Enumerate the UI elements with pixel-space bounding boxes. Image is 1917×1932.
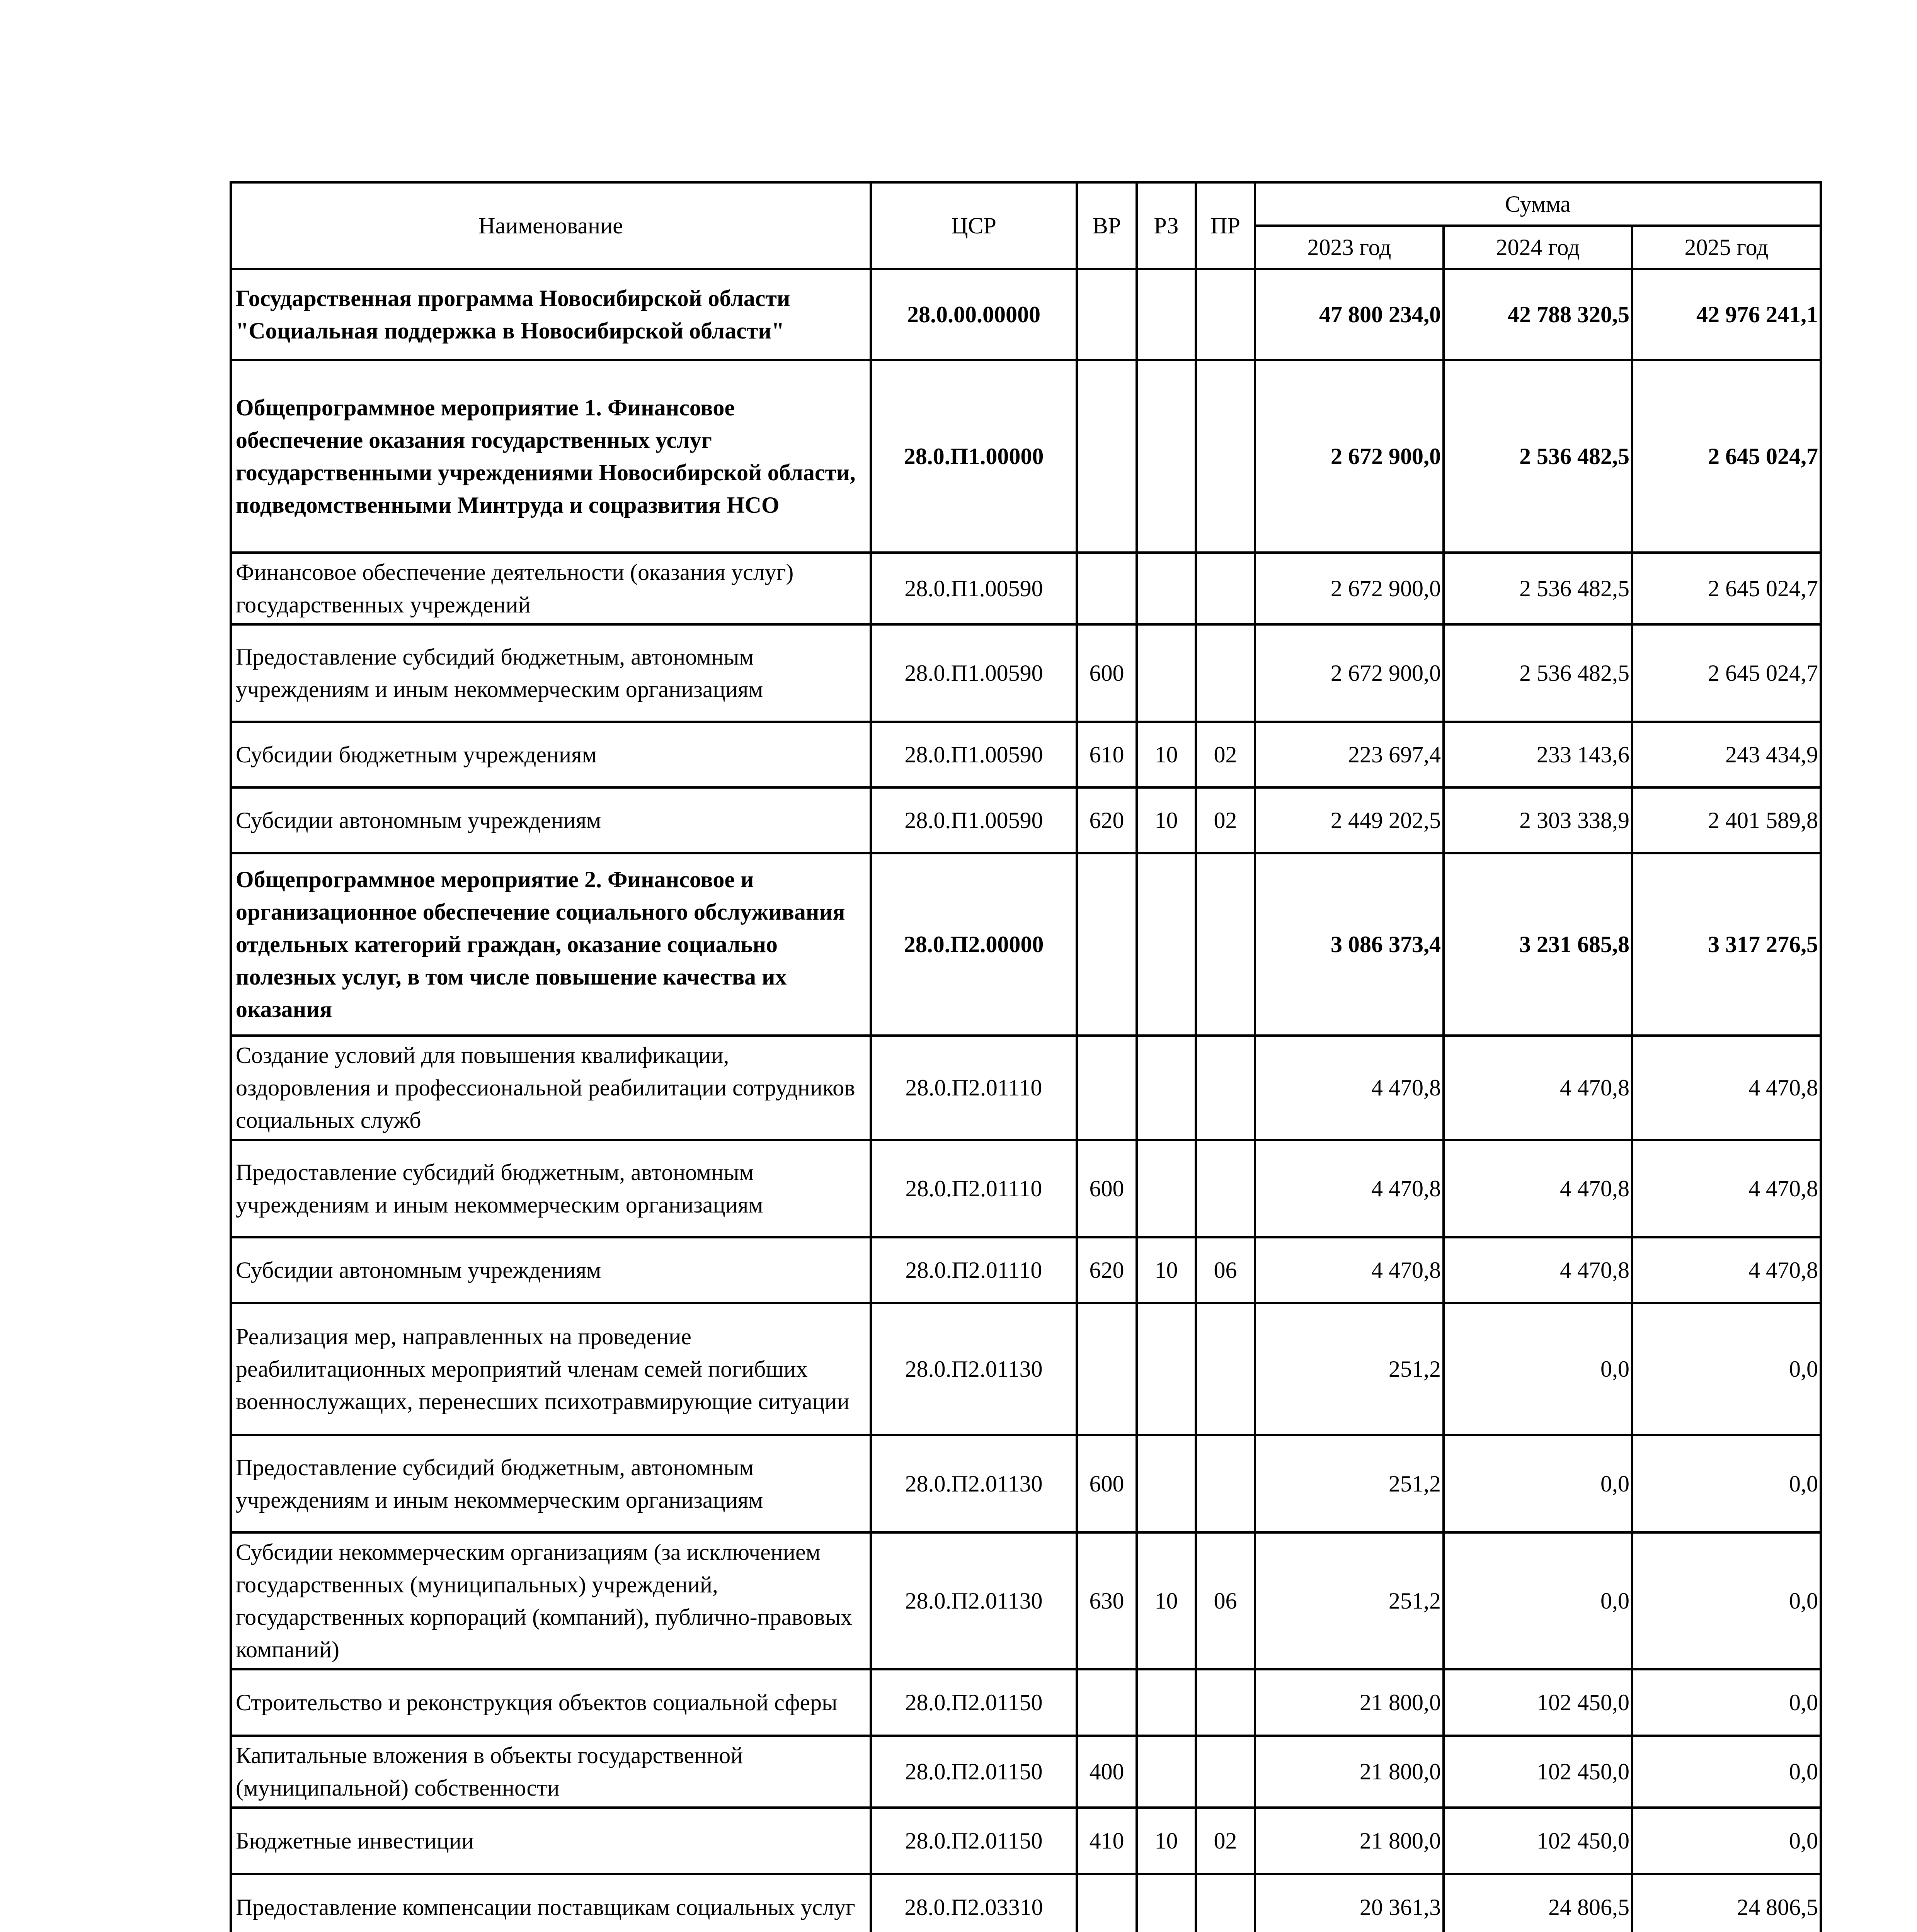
row-2025-cell: 0,0 — [1632, 1808, 1821, 1874]
row-2024-cell: 102 450,0 — [1444, 1808, 1632, 1874]
header-sum: Сумма — [1255, 182, 1821, 226]
row-rz-cell — [1137, 1140, 1196, 1237]
row-csr-cell: 28.0.П2.01150 — [871, 1669, 1077, 1736]
row-rz-cell — [1137, 1874, 1196, 1932]
table-row — [231, 1036, 1821, 1140]
row-rz-cell — [1137, 1669, 1196, 1736]
header-vr: ВР — [1077, 182, 1137, 269]
row-2025-cell: 0,0 — [1632, 1303, 1821, 1435]
row-csr-cell: 28.0.П1.00590 — [871, 787, 1077, 853]
row-name-cell: Предоставление субсидий бюджетным, автономным учреждениям и иным некоммерческим организациям — [231, 1140, 871, 1237]
row-pr-cell: 06 — [1196, 1532, 1255, 1669]
row-pr-cell — [1196, 1303, 1255, 1435]
row-2025-cell: 243 434,9 — [1632, 722, 1821, 787]
row-2024-cell: 2 303 338,9 — [1444, 787, 1632, 853]
row-2025-cell: 42 976 241,1 — [1632, 269, 1821, 360]
row-rz-cell — [1137, 1303, 1196, 1435]
row-vr-cell — [1077, 853, 1137, 1036]
row-2025-cell: 4 470,8 — [1632, 1140, 1821, 1237]
row-name-cell: Реализация мер, направленных на проведение реабилитационных мероприятий членам семей погибших военнослужащих, перенесших психотравмирующие ситуации — [231, 1303, 871, 1435]
row-pr-cell — [1196, 1669, 1255, 1736]
row-rz-cell — [1137, 269, 1196, 360]
row-name-cell: Предоставление субсидий бюджетным, автономным учреждениям и иным некоммерческим организациям — [231, 1435, 871, 1532]
row-rz-cell — [1137, 360, 1196, 553]
row-2023-cell: 223 697,4 — [1255, 722, 1444, 787]
table-row — [231, 1874, 1821, 1932]
row-2025-cell: 0,0 — [1632, 1736, 1821, 1808]
row-2024-cell: 2 536 482,5 — [1444, 553, 1632, 624]
row-vr-cell — [1077, 360, 1137, 553]
row-2023-cell: 4 470,8 — [1255, 1036, 1444, 1140]
row-pr-cell — [1196, 1140, 1255, 1237]
table-row — [231, 1669, 1821, 1736]
row-csr-cell: 28.0.П2.00000 — [871, 853, 1077, 1036]
row-2023-cell: 20 361,3 — [1255, 1874, 1444, 1932]
table-row — [231, 553, 1821, 624]
row-csr-cell: 28.0.П2.03310 — [871, 1874, 1077, 1932]
row-rz-cell: 10 — [1137, 1532, 1196, 1669]
row-csr-cell: 28.0.П1.00590 — [871, 722, 1077, 787]
row-name-cell: Создание условий для повышения квалификации, оздоровления и профессиональной реабилитации сотрудников социальных служб — [231, 1036, 871, 1140]
table-row — [231, 787, 1821, 853]
row-pr-cell: 02 — [1196, 1808, 1255, 1874]
table-row — [231, 1435, 1821, 1532]
row-2025-cell: 0,0 — [1632, 1669, 1821, 1736]
row-2023-cell: 4 470,8 — [1255, 1140, 1444, 1237]
table-row — [231, 1237, 1821, 1303]
row-rz-cell — [1137, 853, 1196, 1036]
row-2025-cell: 2 645 024,7 — [1632, 624, 1821, 722]
row-pr-cell — [1196, 269, 1255, 360]
row-2023-cell: 21 800,0 — [1255, 1736, 1444, 1808]
row-vr-cell: 600 — [1077, 1435, 1137, 1532]
row-2024-cell: 102 450,0 — [1444, 1669, 1632, 1736]
row-pr-cell: 02 — [1196, 787, 1255, 853]
row-csr-cell: 28.0.П2.01110 — [871, 1036, 1077, 1140]
row-name-cell: Субсидии бюджетным учреждениям — [231, 722, 871, 787]
row-2024-cell: 0,0 — [1444, 1435, 1632, 1532]
header-row-top — [231, 182, 1821, 226]
header-csr: ЦСР — [871, 182, 1077, 269]
row-2023-cell: 47 800 234,0 — [1255, 269, 1444, 360]
row-pr-cell — [1196, 553, 1255, 624]
row-pr-cell — [1196, 360, 1255, 553]
row-csr-cell: 28.0.П2.01110 — [871, 1237, 1077, 1303]
row-2025-cell: 2 401 589,8 — [1632, 787, 1821, 853]
header-year-2025: 2025 год — [1632, 226, 1821, 269]
row-2023-cell: 2 672 900,0 — [1255, 360, 1444, 553]
header-pr: ПР — [1196, 182, 1255, 269]
table-row — [231, 269, 1821, 360]
row-2023-cell: 251,2 — [1255, 1435, 1444, 1532]
row-2024-cell: 2 536 482,5 — [1444, 624, 1632, 722]
row-vr-cell: 620 — [1077, 787, 1137, 853]
row-pr-cell — [1196, 853, 1255, 1036]
row-csr-cell: 28.0.П2.01150 — [871, 1736, 1077, 1808]
row-name-cell: Финансовое обеспечение деятельности (оказания услуг) государственных учреждений — [231, 553, 871, 624]
row-rz-cell — [1137, 553, 1196, 624]
table-row — [231, 1808, 1821, 1874]
row-2024-cell: 42 788 320,5 — [1444, 269, 1632, 360]
row-csr-cell: 28.0.П1.00590 — [871, 624, 1077, 722]
row-pr-cell: 02 — [1196, 722, 1255, 787]
row-csr-cell: 28.0.П2.01130 — [871, 1532, 1077, 1669]
row-2024-cell: 0,0 — [1444, 1303, 1632, 1435]
row-pr-cell — [1196, 1036, 1255, 1140]
row-vr-cell — [1077, 1669, 1137, 1736]
row-2023-cell: 2 672 900,0 — [1255, 553, 1444, 624]
row-2024-cell: 3 231 685,8 — [1444, 853, 1632, 1036]
row-vr-cell: 600 — [1077, 1140, 1137, 1237]
row-csr-cell: 28.0.П1.00000 — [871, 360, 1077, 553]
row-csr-cell: 28.0.П2.01130 — [871, 1303, 1077, 1435]
row-2024-cell: 102 450,0 — [1444, 1736, 1632, 1808]
row-2025-cell: 4 470,8 — [1632, 1036, 1821, 1140]
row-2025-cell: 0,0 — [1632, 1532, 1821, 1669]
table-row — [231, 1532, 1821, 1669]
row-2025-cell: 4 470,8 — [1632, 1237, 1821, 1303]
row-vr-cell: 620 — [1077, 1237, 1137, 1303]
row-2024-cell: 4 470,8 — [1444, 1036, 1632, 1140]
row-csr-cell: 28.0.П1.00590 — [871, 553, 1077, 624]
row-name-cell: Капитальные вложения в объекты государственной (муниципальной) собственности — [231, 1736, 871, 1808]
header-year-2024: 2024 год — [1444, 226, 1632, 269]
row-2024-cell: 4 470,8 — [1444, 1140, 1632, 1237]
row-name-cell: Бюджетные инвестиции — [231, 1808, 871, 1874]
table-row — [231, 722, 1821, 787]
row-rz-cell — [1137, 1736, 1196, 1808]
row-rz-cell: 10 — [1137, 787, 1196, 853]
row-name-cell: Субсидии автономным учреждениям — [231, 1237, 871, 1303]
row-2024-cell: 233 143,6 — [1444, 722, 1632, 787]
row-csr-cell: 28.0.П2.01130 — [871, 1435, 1077, 1532]
row-vr-cell — [1077, 269, 1137, 360]
row-name-cell: Государственная программа Новосибирской области "Социальная поддержка в Новосибирской области" — [231, 269, 871, 360]
row-csr-cell: 28.0.П2.01150 — [871, 1808, 1077, 1874]
row-vr-cell: 410 — [1077, 1808, 1137, 1874]
row-name-cell: Общепрограммное мероприятие 2. Финансовое и организационное обеспечение социального обслуживания отдельных категорий граждан, оказание социально полезных услуг, в том числе повышение качества их оказания — [231, 853, 871, 1036]
row-vr-cell — [1077, 1036, 1137, 1140]
table-row — [231, 1736, 1821, 1808]
row-rz-cell — [1137, 624, 1196, 722]
row-2024-cell: 0,0 — [1444, 1532, 1632, 1669]
row-vr-cell: 600 — [1077, 624, 1137, 722]
budget-table — [230, 181, 1822, 1932]
header-year-2023: 2023 год — [1255, 226, 1444, 269]
row-rz-cell — [1137, 1435, 1196, 1532]
row-csr-cell: 28.0.00.00000 — [871, 269, 1077, 360]
row-2023-cell: 4 470,8 — [1255, 1237, 1444, 1303]
row-2023-cell: 251,2 — [1255, 1303, 1444, 1435]
row-2024-cell: 24 806,5 — [1444, 1874, 1632, 1932]
row-csr-cell: 28.0.П2.01110 — [871, 1140, 1077, 1237]
row-pr-cell — [1196, 1435, 1255, 1532]
row-2025-cell: 3 317 276,5 — [1632, 853, 1821, 1036]
header-name: Наименование — [231, 182, 871, 269]
row-2023-cell: 21 800,0 — [1255, 1808, 1444, 1874]
row-pr-cell — [1196, 1874, 1255, 1932]
row-pr-cell: 06 — [1196, 1237, 1255, 1303]
row-2024-cell: 4 470,8 — [1444, 1237, 1632, 1303]
row-vr-cell: 610 — [1077, 722, 1137, 787]
row-2025-cell: 24 806,5 — [1632, 1874, 1821, 1932]
row-name-cell: Предоставление компенсации поставщикам социальных услуг — [231, 1874, 871, 1932]
row-2023-cell: 251,2 — [1255, 1532, 1444, 1669]
row-vr-cell: 400 — [1077, 1736, 1137, 1808]
row-name-cell: Общепрограммное мероприятие 1. Финансовое обеспечение оказания государственных услуг государственными учреждениями Новосибирской области, подведомственными Минтруда и соцразвития НСО — [231, 360, 871, 553]
row-vr-cell: 630 — [1077, 1532, 1137, 1669]
row-name-cell: Субсидии автономным учреждениям — [231, 787, 871, 853]
table-row — [231, 624, 1821, 722]
row-rz-cell: 10 — [1137, 722, 1196, 787]
table-row — [231, 1303, 1821, 1435]
row-rz-cell — [1137, 1036, 1196, 1140]
row-vr-cell — [1077, 1303, 1137, 1435]
row-2023-cell: 2 449 202,5 — [1255, 787, 1444, 853]
row-vr-cell — [1077, 1874, 1137, 1932]
row-2024-cell: 2 536 482,5 — [1444, 360, 1632, 553]
row-name-cell: Субсидии некоммерческим организациям (за исключением государственных (муниципальных) учреждений, государственных корпораций (компаний), публично-правовых компаний) — [231, 1532, 871, 1669]
row-2025-cell: 0,0 — [1632, 1435, 1821, 1532]
row-pr-cell — [1196, 1736, 1255, 1808]
table-body — [231, 269, 1821, 1932]
row-pr-cell — [1196, 624, 1255, 722]
row-2023-cell: 3 086 373,4 — [1255, 853, 1444, 1036]
table-row — [231, 1140, 1821, 1237]
row-2023-cell: 2 672 900,0 — [1255, 624, 1444, 722]
row-2025-cell: 2 645 024,7 — [1632, 553, 1821, 624]
row-rz-cell: 10 — [1137, 1808, 1196, 1874]
table-row — [231, 853, 1821, 1036]
row-name-cell: Предоставление субсидий бюджетным, автономным учреждениям и иным некоммерческим организациям — [231, 624, 871, 722]
row-name-cell: Строительство и реконструкция объектов социальной сферы — [231, 1669, 871, 1736]
row-2025-cell: 2 645 024,7 — [1632, 360, 1821, 553]
row-2023-cell: 21 800,0 — [1255, 1669, 1444, 1736]
header-rz: РЗ — [1137, 182, 1196, 269]
row-vr-cell — [1077, 553, 1137, 624]
row-rz-cell: 10 — [1137, 1237, 1196, 1303]
table-row — [231, 360, 1821, 553]
